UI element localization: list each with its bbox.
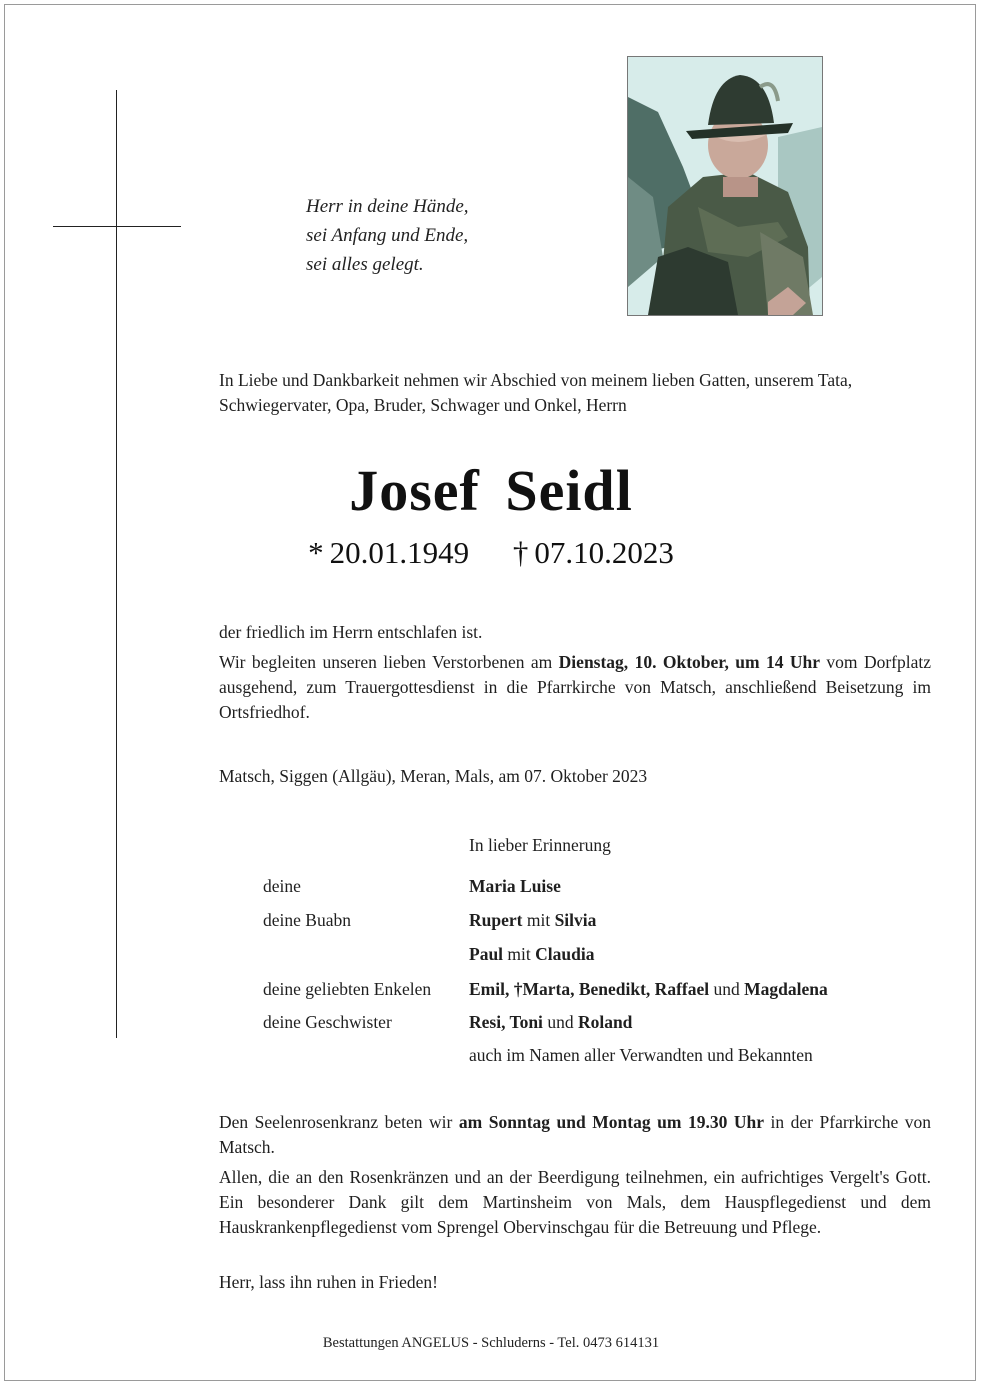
family-name: Silvia [554, 910, 597, 930]
portrait-photo [627, 56, 823, 316]
family-connector: mit [522, 910, 555, 930]
family-connector: mit [503, 944, 536, 964]
rosary-text-part: in der Pfarrkirche von Matsch. [219, 1112, 931, 1157]
life-dates [0, 535, 982, 571]
birth-star-icon: * [308, 535, 324, 570]
family-name: Emil, †Marta, Benedikt, Raffael [469, 979, 710, 999]
family-connector: und [542, 1012, 578, 1032]
cross-icon-horizontal [53, 226, 181, 227]
death-cross-icon: † [512, 535, 529, 570]
family-son [469, 910, 596, 931]
funeral-text-part: Wir begleiten unseren lieben Verstorbenen am [219, 652, 559, 672]
family-name: Maria Luise [469, 876, 561, 896]
place-date: Matsch, Siggen (Allgäu), Meran, Mals, am 07. Oktober 2023 [219, 766, 648, 786]
family-name: Paul [469, 944, 504, 964]
family-name: Roland [577, 1012, 633, 1032]
verse-line: sei Anfang und Ende, [306, 225, 469, 246]
family-siblings [469, 1012, 632, 1033]
family-name: Magdalena [744, 979, 828, 999]
rosary-time: am Sonntag und Montag um 19.30 Uhr [458, 1112, 764, 1132]
relation-label: deine [263, 876, 301, 896]
deceased-name: Josef Seidl [349, 458, 633, 523]
verse-line: sei alles gelegt. [306, 254, 424, 275]
intro-text: In Liebe und Dankbarkeit nehmen wir Abschied von meinem lieben Gatten, unserem Tata, Schwiegervater, Opa, Bruder, Schwager und Onkel, Herrn [219, 370, 853, 415]
funeral-text-part: vom Dorfplatz ausgehend, zum Trauergottesdienst in die Pfarrkirche von Matsch, anschließend Beisetzung im Ortsfriedhof. [219, 652, 931, 722]
funeral-text [219, 650, 931, 725]
relation-label: deine Geschwister [263, 1012, 392, 1032]
verse [306, 192, 469, 279]
peaceful-text: der friedlich im Herrn entschlafen ist. [219, 622, 483, 642]
rosary-text [219, 1110, 931, 1160]
relation-label: deine geliebten Enkelen [263, 979, 432, 999]
family-also: auch im Namen aller Verwandten und Bekannten [469, 1045, 813, 1065]
funeral-home-footer: Bestattungen ANGELUS - Schluderns - Tel. 0473 614131 [322, 1335, 660, 1351]
family-son [469, 944, 594, 965]
family-connector: und [709, 979, 745, 999]
verse-line: Herr in deine Hände, [306, 196, 469, 217]
family-name: Resi, Toni [469, 1012, 543, 1032]
relation-label: deine Buabn [263, 910, 351, 930]
birth-date: 20.01.1949 [329, 535, 470, 570]
family-name: Claudia [535, 944, 595, 964]
funeral-time: Dienstag, 10. Oktober, um 14 Uhr [558, 652, 821, 672]
closing-text: Herr, lass ihn ruhen in Frieden! [219, 1272, 438, 1292]
family-wife [469, 876, 561, 897]
thanks-text: Allen, die an den Rosenkränzen und an der Beerdigung teilnehmen, ein aufrichtiges Vergelt's Gott. Ein besonderer Dank gilt dem Martinsheim von Mals, dem Hauspflegedienst und dem Hauskrankenpflegedienst vom Sprengel Obervinschgau für die Betreuung und Pflege. [219, 1167, 931, 1237]
death-date: 07.10.2023 [534, 535, 674, 570]
family-name: Rupert [469, 910, 523, 930]
rosary-text-part: Den Seelenrosenkranz beten wir [219, 1112, 459, 1132]
memory-heading: In lieber Erinnerung [469, 835, 611, 855]
family-grandchildren [469, 979, 828, 1000]
